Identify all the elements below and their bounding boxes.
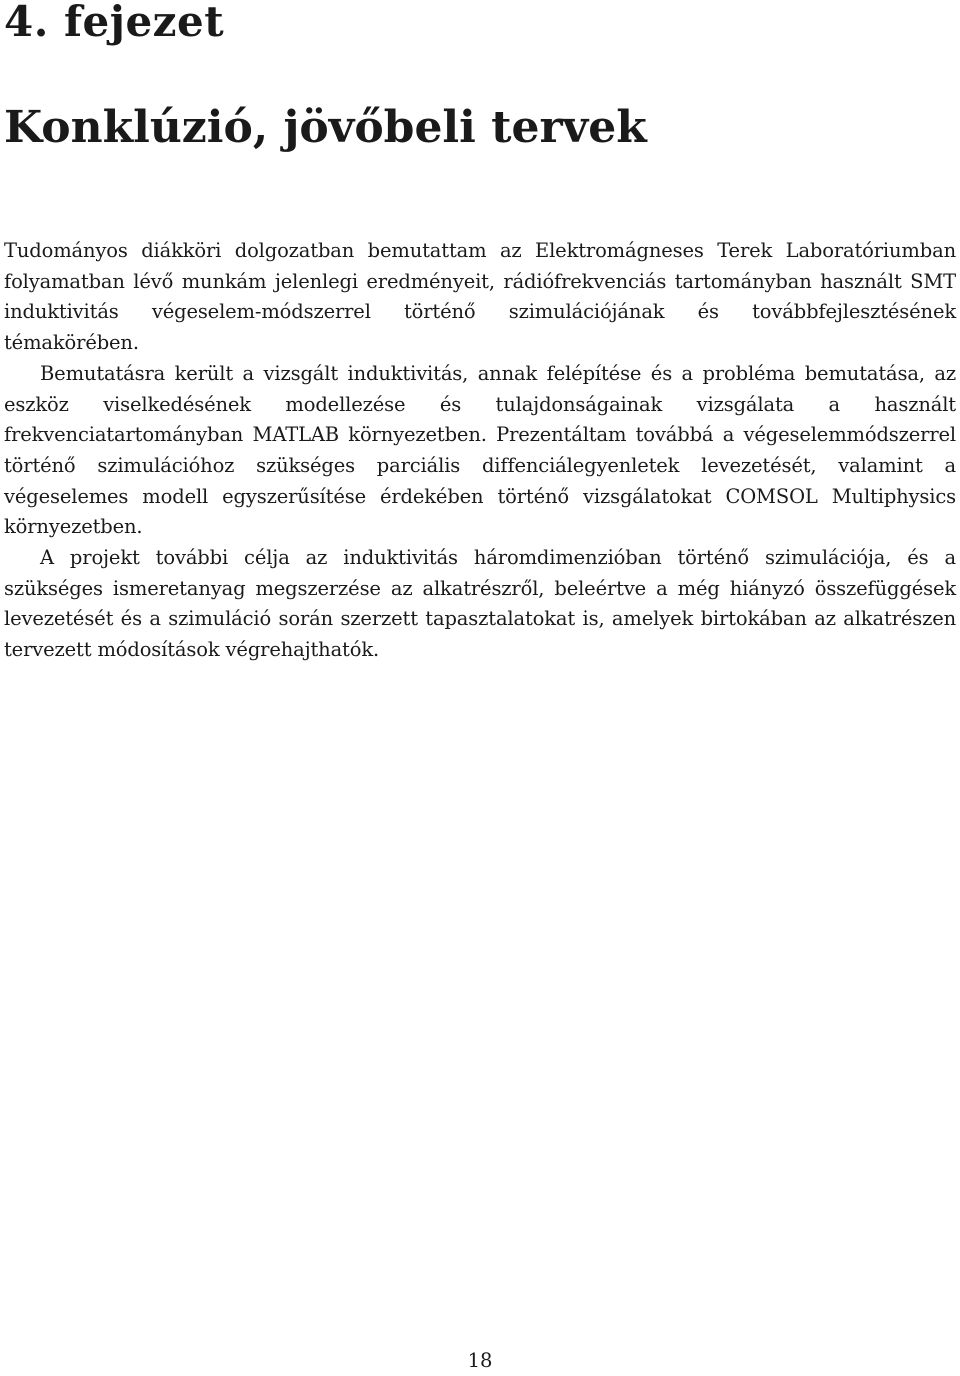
paragraph-future-work: A projekt további célja az induktivitás háromdimenzióban történő szimulációja, és a szükséges ismeretanyag megszerzése az alkatrészről, beleértve a még hiányzó összefüggések levezetését és a szimuláció során szerzett tapasztalatokat is, amelyek birtokában az alkatrészen tervezett módosítások végrehajthatók. xyxy=(4,546,956,662)
paragraph-intro: Tudományos diákköri dolgozatban bemutattam az Elektromágneses Terek Laboratóriumban folyamatban lévő munkám jelenlegi eredményeit, rádiófrekvenciás tartományban használt SMT induktivitás végeselem-módszerrel történő szimulációjának és továbbfejlesztésének témakörében. xyxy=(4,239,956,355)
page-number: 18 xyxy=(467,1349,493,1372)
chapter-label: 4. fejezet xyxy=(4,0,225,46)
paragraph-summary: Bemutatásra került a vizsgált induktivitás, annak felépítése és a probléma bemutatása, az eszköz viselkedésének modellezése és tulajdonságainak vizsgálata a használt frekvenciatartományban MATLAB környezetben. Prezentáltam továbbá a végeselemmódszerrel történő szimulációhoz szükséges parciális diffenciálegyenletek levezetését, valamint a végeselemes modell egyszerűsítése érdekében történő vizsgálatokat COMSOL Multiphysics környezetben. xyxy=(4,361,956,539)
chapter-title: Konklúzió, jövőbeli tervek xyxy=(4,102,647,153)
document-page xyxy=(4,0,956,1374)
chapter-body xyxy=(4,236,956,666)
